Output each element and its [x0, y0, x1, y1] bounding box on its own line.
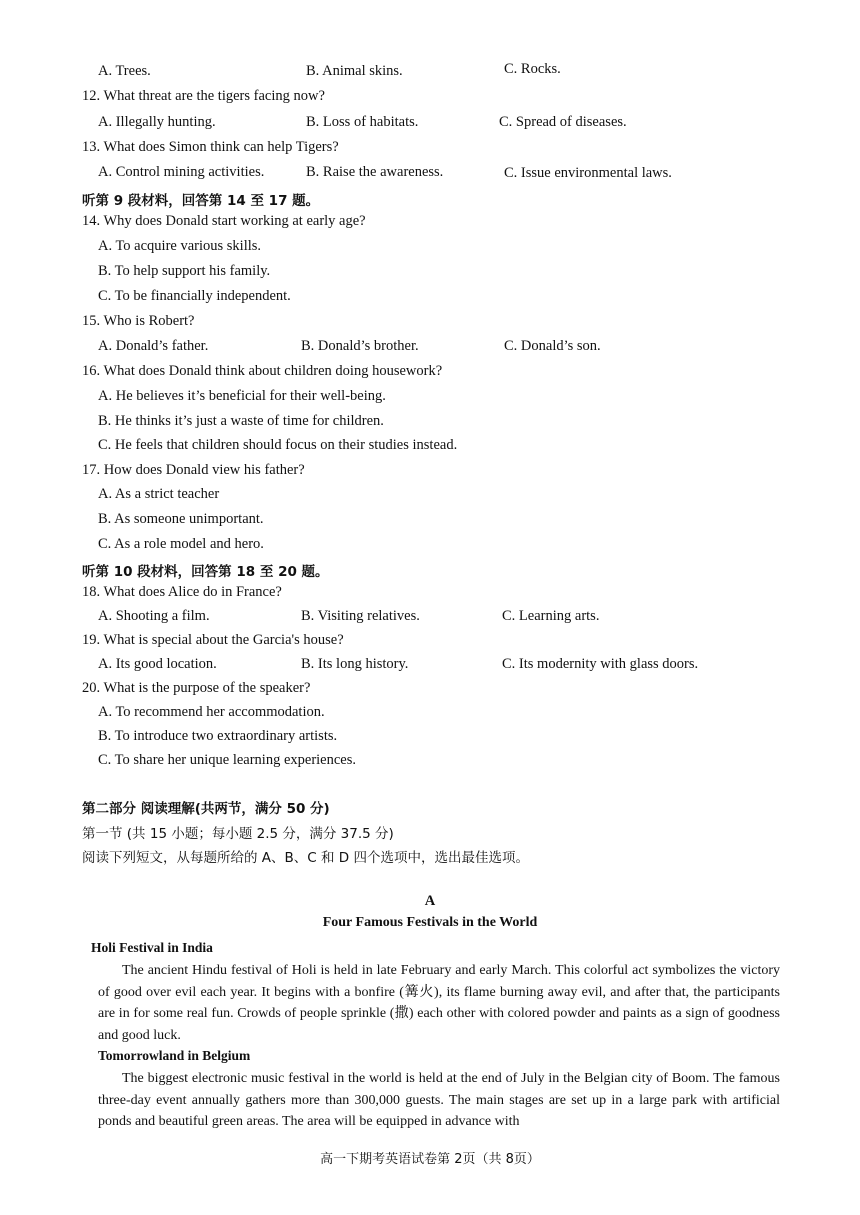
q18-option-b: B. Visiting relatives. — [301, 608, 420, 624]
q17-option-c: C. As a role model and hero. — [98, 536, 264, 552]
q18-option-a: A. Shooting a film. — [98, 608, 210, 624]
q15-option-c: C. Donald’s son. — [504, 338, 601, 354]
section-10-instruction: 听第 10 段材料，回答第 18 至 20 题。 — [82, 564, 329, 580]
q11-option-a: A. Trees. — [98, 63, 151, 79]
q13-option-b: B. Raise the awareness. — [306, 164, 444, 180]
q14-stem: 14. Why does Donald start working at early age? — [82, 213, 366, 229]
q17-stem: 17. How does Donald view his father? — [82, 462, 305, 478]
q13-option-c: C. Issue environmental laws. — [504, 165, 672, 181]
q20-option-b: B. To introduce two extraordinary artists. — [98, 728, 338, 744]
part-2-instructions: 阅读下列短文，从每题所给的 A、B、C 和 D 四个选项中，选出最佳选项。 — [82, 850, 529, 866]
holi-paragraph — [98, 960, 780, 1046]
q13-stem: 13. What does Simon think can help Tigers? — [82, 139, 339, 155]
q16-option-c: C. He feels that children should focus on their studies instead. — [98, 437, 458, 453]
q18-stem: 18. What does Alice do in France? — [82, 584, 282, 600]
q18-option-c: C. Learning arts. — [502, 608, 600, 624]
q15-stem: 15. Who is Robert? — [82, 313, 195, 329]
tomorrowland-text: The biggest electronic music festival in the world is held at the end of July in the Belgian city of Boom. The famous three-day event annually gathers more than 300,000 guests. The main stages are set up in a large park with artificial ponds and beautiful green areas. The area will be equipped in advance with — [98, 1071, 780, 1129]
q15-option-a: A. Donald’s father. — [98, 338, 209, 354]
passage-letter: A — [424, 893, 436, 909]
tomorrowland-heading: Tomorrowland in Belgium — [98, 1048, 251, 1063]
page-footer: 高一下期考英语试卷第 2页（共 8页） — [320, 1152, 540, 1167]
q16-option-b: B. He thinks it’s just a waste of time for children. — [98, 413, 384, 429]
q12-option-b: B. Loss of habitats. — [306, 114, 419, 130]
q14-option-a: A. To acquire various skills. — [98, 238, 262, 254]
q19-option-c: C. Its modernity with glass doors. — [502, 656, 699, 672]
q17-option-b: B. As someone unimportant. — [98, 511, 264, 527]
q13-option-a: A. Control mining activities. — [98, 164, 265, 180]
passage-title: Four Famous Festivals in the World — [322, 915, 538, 930]
q11-option-b: B. Animal skins. — [306, 63, 403, 79]
q19-option-a: A. Its good location. — [98, 656, 217, 672]
q15-option-b: B. Donald’s brother. — [301, 338, 419, 354]
q14-option-c: C. To be financially independent. — [98, 288, 291, 304]
q19-stem: 19. What is special about the Garcia's house? — [82, 632, 344, 648]
q16-stem: 16. What does Donald think about children doing housework? — [82, 363, 443, 379]
section-9-instruction: 听第 9 段材料，回答第 14 至 17 题。 — [82, 193, 320, 209]
tomorrowland-paragraph — [98, 1068, 780, 1133]
holi-text: The ancient Hindu festival of Holi is held in late February and early March. This colorful act symbolizes the victory of good over evil each year. It begins with a bonfire (篝火), its flame burning away evil, and after that, the participants are in for some real fun. Crowds of people sprinkle (撒) each other with colored powder and paints as a sign of goodness and good luck. — [98, 963, 780, 1043]
holi-heading: Holi Festival in India — [91, 940, 213, 955]
q12-stem: 12. What threat are the tigers facing now? — [82, 88, 325, 104]
q17-option-a: A. As a strict teacher — [98, 486, 220, 502]
part-2-section-1: 第一节 (共 15 小题；每小题 2.5 分，满分 37.5 分) — [82, 826, 394, 842]
q11-option-c: C. Rocks. — [504, 61, 561, 77]
q14-option-b: B. To help support his family. — [98, 263, 271, 279]
q12-option-c: C. Spread of diseases. — [499, 114, 627, 130]
q12-option-a: A. Illegally hunting. — [98, 114, 216, 130]
q20-stem: 20. What is the purpose of the speaker? — [82, 680, 311, 696]
q19-option-b: B. Its long history. — [301, 656, 409, 672]
q20-option-a: A. To recommend her accommodation. — [98, 704, 325, 720]
part-2-title: 第二部分 阅读理解(共两节，满分 50 分) — [82, 801, 330, 817]
q16-option-a: A. He believes it’s beneficial for their well-being. — [98, 388, 386, 404]
q20-option-c: C. To share her unique learning experiences. — [98, 752, 357, 768]
